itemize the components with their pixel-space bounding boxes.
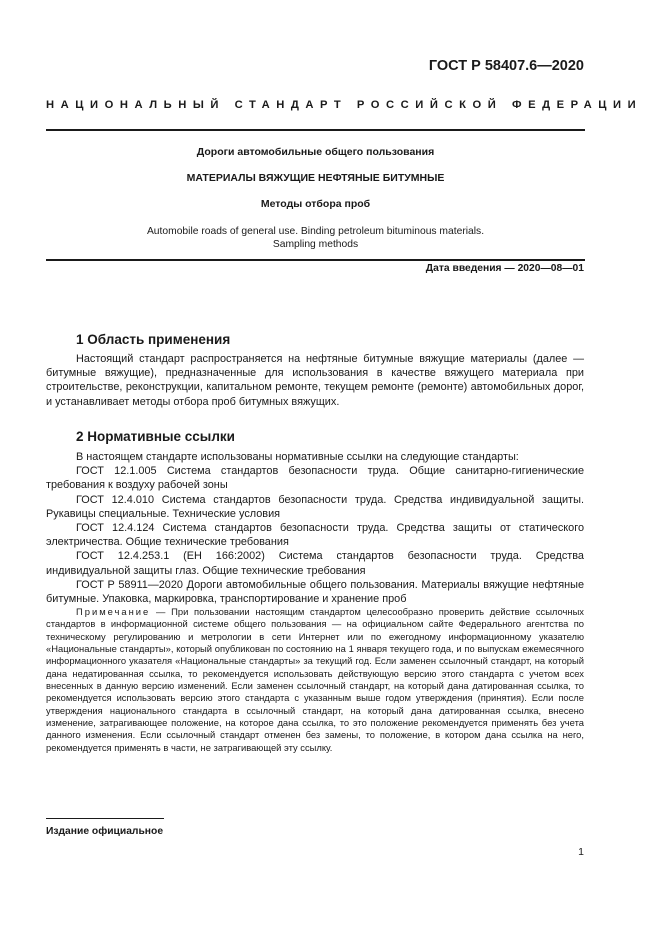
english-title (46, 225, 585, 251)
introduction-date: Дата введения — 2020—08—01 (425, 263, 584, 274)
standard-code: ГОСТ Р 58407.6—2020 (428, 58, 584, 74)
reference-item: ГОСТ 12.4.253.1 (ЕН 166:2002) Система стандартов безопасности труда. Средства индивидуальной защиты глаз. Общие технические требования (46, 550, 584, 577)
reference-item: ГОСТ 12.4.010 Система стандартов безопасности труда. Средства индивидуальной защиты. Рукавицы специальные. Технические условия (46, 493, 584, 520)
title-line-1: Дороги автомобильные общего пользования (196, 146, 435, 158)
section-1-body (46, 352, 584, 409)
reference-item: ГОСТ 12.1.005 Система стандартов безопасности труда. Общие санитарно-гигиенические требования к воздуху рабочей зоны (46, 465, 584, 492)
english-title-line-1: Automobile roads of general use. Binding petroleum bituminous materials. (146, 226, 485, 237)
section-2-heading: 2 Нормативные ссылки (76, 429, 235, 444)
english-title-line-2: Sampling methods (272, 239, 359, 250)
title-line-2: МАТЕРИАЛЫ ВЯЖУЩИЕ НЕФТЯНЫЕ БИТУМНЫЕ (186, 172, 445, 184)
title-line-3: Методы отбора проб (260, 198, 371, 210)
section-1-heading: 1 Область применения (76, 332, 231, 347)
section-2-body (46, 450, 584, 606)
page-number: 1 (578, 846, 584, 858)
title-divider (46, 259, 585, 261)
section-1-paragraph: Настоящий стандарт распространяется на нефтяные битумные вяжущие материалы (далее — битумные вяжущие), предназначенные для использования в качестве вяжущего материала при строительстве, реконструкции, капитальном ремонте, текущем ремонте (ремонте) автомобильных дорог, и устанавливает методы отбора проб битумных вяжущих. (46, 353, 584, 408)
official-edition-label: Издание официальное (46, 826, 164, 837)
note-label: Примечание (76, 606, 151, 617)
note-paragraph (46, 606, 584, 754)
top-divider (46, 129, 585, 131)
reference-item: ГОСТ 12.4.124 Система стандартов безопасности труда. Средства защиты от статического электричества. Общие технические требования (46, 522, 584, 549)
reference-item: ГОСТ Р 58911—2020 Дороги автомобильные общего пользования. Материалы вяжущие нефтяные битумные. Упаковка, маркировка, транспортирование и хранение проб (46, 578, 584, 606)
references-intro: В настоящем стандарте использованы нормативные ссылки на следующие стандарты: (76, 451, 519, 463)
national-standard-title: НАЦИОНАЛЬНЫЙ СТАНДАРТ РОССИЙСКОЙ ФЕДЕРАЦИИ (46, 99, 643, 111)
note-text: — При пользовании настоящим стандартом целесообразно проверить действие ссылочных стандартов в информационной системе общего пользования — на официальном сайте Федерального агентства по техническому регулированию и метрологии в сети Интернет или по ежегодному информационному указателю «Национальные стандарты», который опубликован по состоянию на 1 января текущего года, и по выпускам ежемесячного информационного указателя «Национальные стандарты» за текущий год. Если заменен ссылочный стандарт, на который дана недатированная ссылка, то рекомендуется использовать действующую версию этого стандарта с учетом всех внесенных в данную версию изменений. Если заменен ссылочный стандарт, на который дана датированная ссылка, то рекомендуется использовать версию этого стандарта с указанным выше годом утверждения (принятия). Если после утверждения национального стандарта в ссылочный стандарт, на который дана датированная ссылка, внесено изменение, затрагивающее положение, на которое дана ссылка, то это положение рекомендуется применять без учета данного изменения. Если ссылочный стандарт отменен без замены, то положение, в котором дана ссылка на него, рекомендуется применять в части, не затрагивающей эту ссылку. (46, 606, 584, 753)
footer-divider (46, 818, 164, 819)
